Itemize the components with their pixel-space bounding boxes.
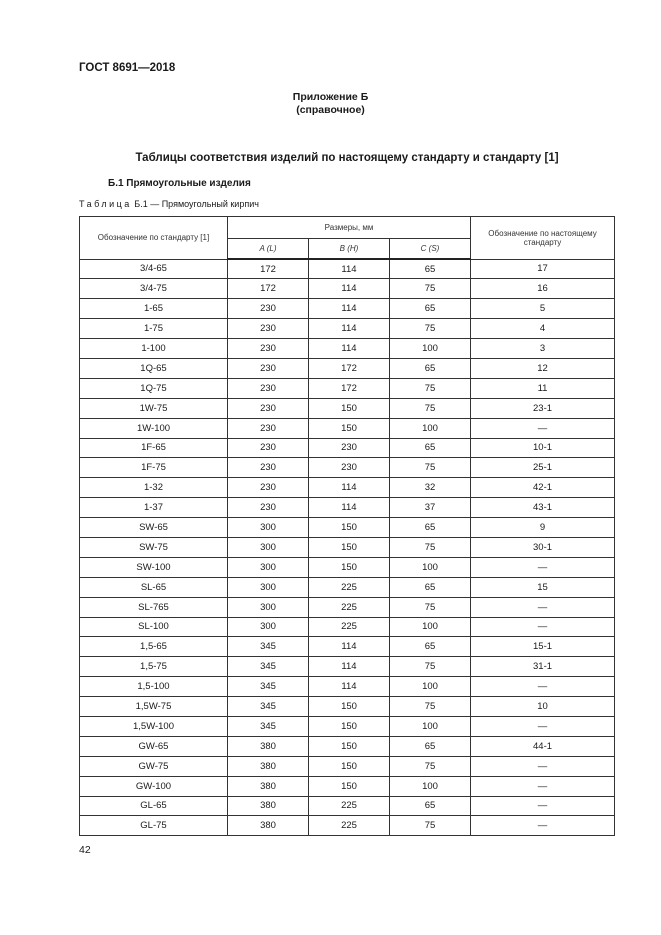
cell-length-a: 345: [228, 716, 309, 736]
header-dim-c: C (S): [390, 239, 471, 260]
cell-designation-this-standard: 9: [471, 518, 615, 538]
table-row: [80, 776, 615, 796]
cell-designation: 1F-65: [80, 438, 228, 458]
cell-thickness-c: 75: [390, 378, 471, 398]
cell-designation: 1-65: [80, 299, 228, 319]
cell-designation-this-standard: 4: [471, 319, 615, 339]
cell-thickness-c: 75: [390, 458, 471, 478]
header-dim-a: A (L): [228, 239, 309, 260]
cell-thickness-c: 65: [390, 358, 471, 378]
cell-height-b: 150: [309, 398, 390, 418]
table-caption-word: Таблица: [79, 199, 132, 209]
cell-thickness-c: 65: [390, 796, 471, 816]
cell-length-a: 230: [228, 418, 309, 438]
cell-designation: 1,5W-100: [80, 716, 228, 736]
cell-height-b: 150: [309, 716, 390, 736]
cell-length-a: 230: [228, 319, 309, 339]
cell-height-b: 150: [309, 518, 390, 538]
cell-length-a: 300: [228, 597, 309, 617]
page-number: 42: [79, 844, 91, 856]
cell-length-a: 230: [228, 438, 309, 458]
cell-designation: GL-75: [80, 816, 228, 836]
cell-designation: 1,5-75: [80, 657, 228, 677]
cell-length-a: 380: [228, 736, 309, 756]
cell-designation-this-standard: 31-1: [471, 657, 615, 677]
table-row: [80, 358, 615, 378]
cell-designation-this-standard: —: [471, 776, 615, 796]
header-designation-this-standard: Обозначение по настоящему стандарту: [471, 217, 615, 260]
table-row: [80, 458, 615, 478]
cell-designation: GW-65: [80, 736, 228, 756]
cell-designation-this-standard: 23-1: [471, 398, 615, 418]
cell-height-b: 225: [309, 577, 390, 597]
cell-designation: 1F-75: [80, 458, 228, 478]
cell-thickness-c: 32: [390, 478, 471, 498]
annex-subtitle: (справочное): [296, 104, 365, 116]
table-row: [80, 537, 615, 557]
table-row: [80, 597, 615, 617]
cell-designation: 1W-100: [80, 418, 228, 438]
cell-thickness-c: 75: [390, 319, 471, 339]
table-row: [80, 418, 615, 438]
cell-designation: SW-75: [80, 537, 228, 557]
cell-thickness-c: 75: [390, 279, 471, 299]
cell-thickness-c: 100: [390, 617, 471, 637]
cell-height-b: 225: [309, 816, 390, 836]
table-row: [80, 716, 615, 736]
table-caption-text: Б.1 — Прямоугольный кирпич: [131, 199, 259, 209]
cell-designation-this-standard: 43-1: [471, 498, 615, 518]
table-row: [80, 657, 615, 677]
cell-thickness-c: 100: [390, 557, 471, 577]
cell-designation-this-standard: —: [471, 756, 615, 776]
cell-designation-this-standard: 11: [471, 378, 615, 398]
cell-designation-this-standard: —: [471, 597, 615, 617]
table-row: [80, 577, 615, 597]
cell-height-b: 150: [309, 776, 390, 796]
cell-length-a: 345: [228, 657, 309, 677]
cell-thickness-c: 65: [390, 518, 471, 538]
cell-thickness-c: 100: [390, 716, 471, 736]
brick-correspondence-table: [79, 216, 615, 836]
cell-height-b: 230: [309, 438, 390, 458]
cell-designation-this-standard: 5: [471, 299, 615, 319]
cell-thickness-c: 75: [390, 697, 471, 717]
cell-height-b: 114: [309, 657, 390, 677]
cell-height-b: 114: [309, 478, 390, 498]
cell-thickness-c: 100: [390, 776, 471, 796]
cell-designation-this-standard: —: [471, 418, 615, 438]
cell-designation: GW-75: [80, 756, 228, 776]
table-row: [80, 319, 615, 339]
cell-thickness-c: 75: [390, 537, 471, 557]
cell-length-a: 230: [228, 339, 309, 359]
cell-height-b: 150: [309, 557, 390, 577]
cell-designation: GL-65: [80, 796, 228, 816]
cell-height-b: 230: [309, 458, 390, 478]
table-row: [80, 478, 615, 498]
cell-designation: 1,5-65: [80, 637, 228, 657]
cell-thickness-c: 75: [390, 398, 471, 418]
cell-designation: 1-75: [80, 319, 228, 339]
cell-length-a: 300: [228, 577, 309, 597]
annex-title: Приложение Б: [292, 91, 369, 103]
table-caption: [79, 199, 259, 209]
cell-designation-this-standard: 15: [471, 577, 615, 597]
cell-designation-this-standard: 3: [471, 339, 615, 359]
cell-length-a: 230: [228, 358, 309, 378]
cell-thickness-c: 65: [390, 736, 471, 756]
table-row: [80, 279, 615, 299]
cell-height-b: 114: [309, 299, 390, 319]
cell-thickness-c: 65: [390, 438, 471, 458]
cell-designation-this-standard: 17: [471, 259, 615, 279]
table-row: [80, 259, 615, 279]
cell-designation: 1-37: [80, 498, 228, 518]
cell-height-b: 114: [309, 319, 390, 339]
cell-thickness-c: 75: [390, 657, 471, 677]
cell-designation-this-standard: —: [471, 677, 615, 697]
cell-thickness-c: 100: [390, 339, 471, 359]
cell-designation: SL-100: [80, 617, 228, 637]
cell-thickness-c: 37: [390, 498, 471, 518]
cell-designation-this-standard: —: [471, 617, 615, 637]
cell-designation-this-standard: —: [471, 557, 615, 577]
table-row: [80, 498, 615, 518]
cell-length-a: 380: [228, 816, 309, 836]
cell-height-b: 150: [309, 697, 390, 717]
cell-thickness-c: 75: [390, 597, 471, 617]
cell-designation-this-standard: 42-1: [471, 478, 615, 498]
table-row: [80, 398, 615, 418]
cell-thickness-c: 100: [390, 677, 471, 697]
table-row: [80, 736, 615, 756]
table-row: [80, 518, 615, 538]
cell-designation-this-standard: 16: [471, 279, 615, 299]
cell-designation: SL-65: [80, 577, 228, 597]
cell-length-a: 300: [228, 537, 309, 557]
cell-thickness-c: 100: [390, 418, 471, 438]
cell-designation: 3/4-65: [80, 259, 228, 279]
cell-length-a: 230: [228, 478, 309, 498]
table-row: [80, 299, 615, 319]
cell-thickness-c: 65: [390, 577, 471, 597]
document-code: ГОСТ 8691—2018: [79, 62, 176, 74]
cell-length-a: 230: [228, 458, 309, 478]
cell-designation: SL-765: [80, 597, 228, 617]
cell-designation-this-standard: —: [471, 716, 615, 736]
table-row: [80, 557, 615, 577]
cell-length-a: 345: [228, 697, 309, 717]
cell-designation: 1Q-65: [80, 358, 228, 378]
table-row: [80, 438, 615, 458]
header-dim-b: B (H): [309, 239, 390, 260]
header-dimensions: Размеры, мм: [228, 217, 471, 239]
table-row: [80, 637, 615, 657]
cell-height-b: 150: [309, 418, 390, 438]
cell-height-b: 225: [309, 617, 390, 637]
cell-designation: 1-100: [80, 339, 228, 359]
cell-thickness-c: 75: [390, 816, 471, 836]
cell-height-b: 225: [309, 796, 390, 816]
cell-length-a: 230: [228, 398, 309, 418]
cell-designation-this-standard: 25-1: [471, 458, 615, 478]
cell-designation: 1W-75: [80, 398, 228, 418]
cell-designation-this-standard: 30-1: [471, 537, 615, 557]
cell-length-a: 230: [228, 498, 309, 518]
cell-designation: 1,5-100: [80, 677, 228, 697]
table-body: [80, 259, 615, 836]
cell-height-b: 114: [309, 637, 390, 657]
cell-designation: 1Q-75: [80, 378, 228, 398]
table-row: [80, 378, 615, 398]
cell-designation: 3/4-75: [80, 279, 228, 299]
cell-length-a: 300: [228, 518, 309, 538]
cell-thickness-c: 65: [390, 637, 471, 657]
cell-designation-this-standard: 10: [471, 697, 615, 717]
cell-height-b: 114: [309, 279, 390, 299]
cell-designation: SW-65: [80, 518, 228, 538]
cell-designation-this-standard: 12: [471, 358, 615, 378]
cell-designation-this-standard: —: [471, 796, 615, 816]
cell-length-a: 230: [228, 299, 309, 319]
cell-designation: 1,5W-75: [80, 697, 228, 717]
cell-length-a: 172: [228, 259, 309, 279]
subsection-title: Б.1 Прямоугольные изделия: [108, 178, 251, 189]
cell-length-a: 230: [228, 378, 309, 398]
cell-length-a: 300: [228, 557, 309, 577]
cell-length-a: 380: [228, 756, 309, 776]
cell-height-b: 172: [309, 358, 390, 378]
cell-height-b: 150: [309, 736, 390, 756]
cell-designation: SW-100: [80, 557, 228, 577]
cell-height-b: 150: [309, 537, 390, 557]
cell-length-a: 345: [228, 637, 309, 657]
cell-thickness-c: 65: [390, 299, 471, 319]
cell-length-a: 345: [228, 677, 309, 697]
header-designation-standard-1: Обозначение по стандарту [1]: [80, 217, 228, 260]
cell-designation-this-standard: 44-1: [471, 736, 615, 756]
cell-height-b: 172: [309, 378, 390, 398]
cell-length-a: 300: [228, 617, 309, 637]
cell-height-b: 225: [309, 597, 390, 617]
cell-designation: GW-100: [80, 776, 228, 796]
table-row: [80, 697, 615, 717]
table-row: [80, 677, 615, 697]
cell-thickness-c: 75: [390, 756, 471, 776]
cell-thickness-c: 65: [390, 259, 471, 279]
cell-designation: 1-32: [80, 478, 228, 498]
cell-height-b: 150: [309, 756, 390, 776]
cell-length-a: 380: [228, 776, 309, 796]
cell-length-a: 380: [228, 796, 309, 816]
table-row: [80, 617, 615, 637]
cell-height-b: 114: [309, 259, 390, 279]
cell-height-b: 114: [309, 498, 390, 518]
table-row: [80, 796, 615, 816]
table-row: [80, 339, 615, 359]
cell-designation-this-standard: 10-1: [471, 438, 615, 458]
cell-designation-this-standard: 15-1: [471, 637, 615, 657]
table-row: [80, 816, 615, 836]
cell-height-b: 114: [309, 339, 390, 359]
section-title: Таблицы соответствия изделий по настоящему стандарту и стандарту [1]: [135, 152, 559, 164]
cell-designation-this-standard: —: [471, 816, 615, 836]
cell-length-a: 172: [228, 279, 309, 299]
table-row: [80, 756, 615, 776]
cell-height-b: 114: [309, 677, 390, 697]
